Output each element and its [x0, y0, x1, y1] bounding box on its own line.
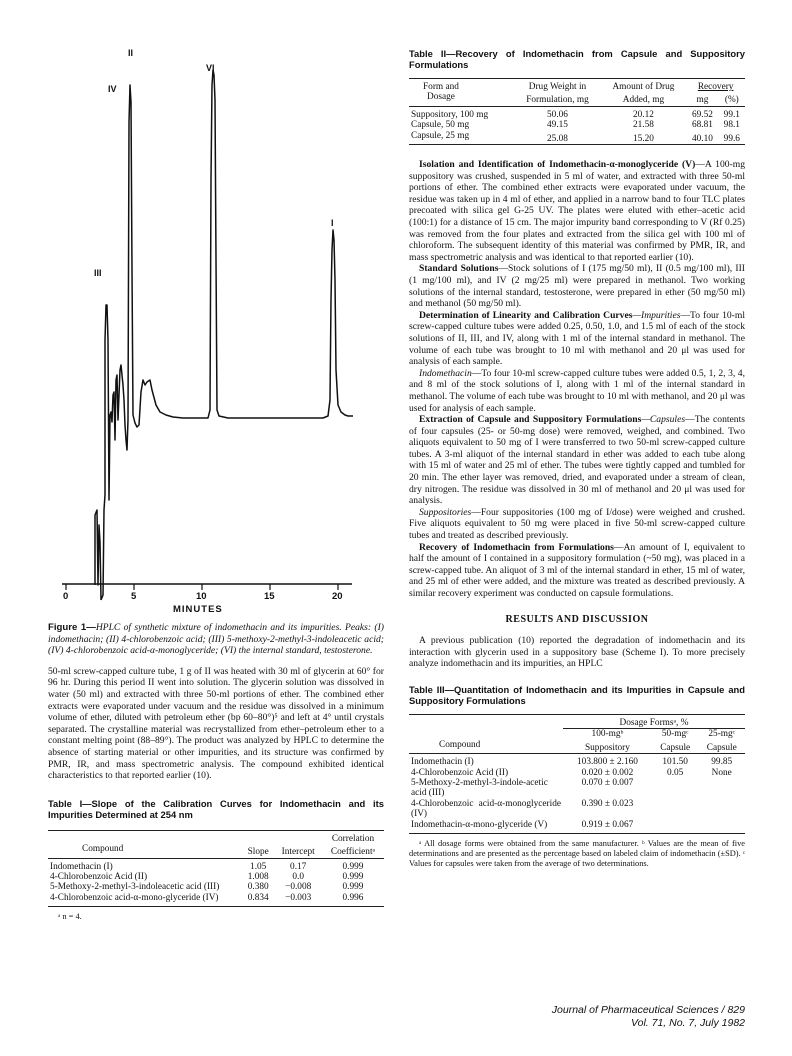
- table-2-header-form: Form and: [423, 82, 459, 92]
- table-1-cell: −0.003: [285, 892, 312, 903]
- table-1-grid: [48, 830, 384, 907]
- table-2-cell: 25.08: [547, 133, 568, 144]
- table-3-header-50mg: 50-mgᶜ: [661, 729, 689, 740]
- table-1-cell: Indomethacin (I): [50, 861, 113, 872]
- left-paragraph: 50-ml screw-capped culture tube, 1 g of II was heated with 30 ml of glycerin at 60° for 96 hr. During this period II went into solution. The glycerin solution was dissolved in water (50 ml) and extracted with three 50-ml portions of ether. The combined ether extracts were evaporated under vacuum and the residue was dissolved in a minimum volume of ether, diluted with petroleum ether (bp 60–80°)⁵ and left at 4° until crystals separated. The crystalline material was recrystallized from ether–petroleum ether to a constant melting point (88–89°). The product was analyzed by HPLC to determine the absence of starting material or other impurities, and its structure was confirmed by PMR, IR, and mass spectrometric analysis. The compound exhibited identical characteristics to that reported earlier (10).: [48, 665, 384, 782]
- table-2-cell: Suppository, 100 mg: [411, 109, 489, 120]
- text-indomethacin: —To four 10-ml screw-capped culture tubes were added 0.5, 1, 2, 3, 4, and 8 ml of the stock solutions of I, along with 1 ml of the internal standard in methanol. The volume of each tube was brought to 10 ml with methanol, and 20 μl was used for analysis of each sample.: [409, 367, 745, 414]
- table-3-group-header: Dosage Formsᵃ, %: [563, 714, 745, 728]
- table-1-header-compound: Compound: [82, 844, 124, 855]
- tick-label-15: 15: [264, 591, 275, 602]
- paragraph-recovery: [409, 542, 745, 600]
- figure-caption: [48, 622, 384, 657]
- table-2-cell: 20.12: [633, 109, 654, 120]
- table-2-cell: 21.58: [633, 120, 654, 131]
- figure-caption-text: HPLC of synthetic mixture of indomethacin and its impurities. Peaks: (I) indomethacin; (II) 4-chlorobenzoic acid; (III) 5-methoxy-2-methyl-3-indoleacetic acid; (IV) 4-chlorobenzoic acid-α-monoglyceride; (VI) the internal standard, testosterone.: [48, 622, 384, 657]
- table-1-header-coef: Coefficientᵃ: [330, 847, 376, 858]
- table-1-cell: 0.380: [247, 882, 269, 893]
- table-3-footnote: ᵃ All dosage forms were obtained from the same manufacturer. ᵇ Values are the mean of five determinations and are presented as the percentage based on labeled claim of indomethacin (±SD). ᶜ Values for capsules were taken from the average of two determinations.: [409, 839, 745, 869]
- table-3-cell: Indomethacin (I): [411, 757, 474, 768]
- paragraph-isolation: [409, 159, 745, 263]
- table-1-header-intercept: Intercept: [281, 847, 315, 858]
- table-3-cell: None: [711, 767, 732, 778]
- chromatogram-trace: [95, 70, 353, 600]
- table-3-cell: [698, 799, 745, 820]
- paragraph-linearity: [409, 310, 745, 368]
- table-2-cell: 40.10: [692, 133, 713, 144]
- figure-caption-label: Figure 1—: [48, 622, 96, 633]
- table-1-cell: 0.0: [292, 871, 304, 882]
- table-3-cell: 0.020 ± 0.002: [581, 767, 634, 778]
- table-2: [409, 48, 745, 145]
- table-3-cell: 103.800 ± 2.160: [577, 757, 638, 768]
- text-suppositories: —Four suppositories (100 mg of I/dose) were weighed and crushed. Five aliquots equivalent to 50 mg were placed in five 50-ml screw-capped culture tubes and treated as described previously.: [409, 506, 745, 542]
- paragraph-extraction: [409, 414, 745, 507]
- table-1-cell: 0.999: [342, 861, 364, 872]
- table-2-grid: [409, 78, 745, 145]
- paragraph-indomethacin: [409, 368, 745, 414]
- table-3-header-compound: Compound: [439, 739, 481, 750]
- table-1-cell: 4-Chlorobenzoic acid-α-mono-glyceride (IV): [50, 892, 219, 903]
- table-3-row: [409, 768, 745, 778]
- table-3-row: [409, 754, 745, 768]
- table-2-header-pct: (%): [724, 95, 739, 106]
- table-1-cell: 0.999: [342, 871, 364, 882]
- table-2-header-recovery: Recovery: [697, 82, 734, 92]
- table-3-cell: 5-Methoxy-2-methyl-3-indole-acetic acid (III): [411, 778, 548, 799]
- table-2-row: [409, 120, 745, 130]
- table-2-header-weight: Drug Weight in: [528, 82, 587, 92]
- section-heading-results: RESULTS AND DISCUSSION: [505, 613, 649, 625]
- table-2-header-dosage: Dosage: [427, 92, 455, 103]
- table-3-row: [409, 799, 745, 820]
- footer-journal: Journal of Pharmaceutical Sciences / 829: [551, 1004, 745, 1016]
- text-linearity: —To four 10-ml screw-capped culture tubes were added 0.25, 0.50, 1.0, and 1.5 ml of each of the stock solutions of II, III, and IV, along with 1 ml of the internal standard in methanol. The volume of each tube was brought to 10 ml with methanol and 20 μl was used for analysis of each sample.: [409, 309, 745, 368]
- table-1-title: Table I—Slope of the Calibration Curves for Indomethacin and its Impurities Determined at 254 nm: [48, 797, 384, 820]
- chromatogram-svg: [48, 40, 384, 620]
- table-3-grid: [409, 714, 745, 834]
- table-3-header-25mg: 25-mgᶜ: [708, 729, 736, 740]
- table-1-cell: 1.05: [250, 861, 267, 872]
- paragraph-suppositories: [409, 507, 745, 542]
- tick-label-0: 0: [63, 591, 69, 602]
- table-2-row: [409, 131, 745, 145]
- table-3-row: [409, 778, 745, 799]
- peak-label-iv: IV: [108, 84, 117, 94]
- table-2-header-added: Added, mg: [622, 95, 665, 106]
- heading-recovery: Recovery of Indomethacin from Formulations: [419, 541, 614, 553]
- peak-label-ii: II: [128, 48, 134, 58]
- page-footer: [552, 1004, 745, 1030]
- table-3-cell: 0.05: [667, 767, 684, 778]
- table-3-header-capsule-25: Capsule: [706, 742, 737, 753]
- table-3-cell: 101.50: [662, 757, 688, 768]
- table-2-header-mg: mg: [696, 95, 709, 106]
- table-1-cell: 0.17: [290, 861, 307, 872]
- heading-standard-solutions: Standard Solutions: [419, 263, 499, 275]
- peak-label-iii: III: [94, 268, 102, 278]
- table-2-title: Table II—Recovery of Indomethacin from Capsule and Suppository Formulations: [409, 48, 745, 70]
- table-2-cell: 68.81: [692, 120, 713, 131]
- table-2-header-formulation: Formulation, mg: [526, 95, 589, 106]
- table-2-header-amount: Amount of Drug: [612, 82, 675, 92]
- subheading-impurities: —Impurities: [632, 309, 681, 321]
- table-3-cell: 4-Chlorobenzoic acid-α-monoglyceride (IV): [411, 798, 561, 820]
- table-1-row: [48, 858, 384, 872]
- table-1-row: [48, 882, 384, 892]
- table-1-header-corr: Correlation: [331, 833, 375, 844]
- table-1-footnote: ᵃ n = 4.: [58, 912, 82, 922]
- table-2-cell: 15.20: [633, 133, 654, 144]
- text-extraction: —The contents of four capsules (25- or 50-mg dose) were removed, weighed, and combined. Two aliquots equivalent to 50 mg of I were transferred to two 50-ml screw-capped culture tubes. A 3-ml aliquot of the internal standard in ether was added to each tube along with 15 ml of water and 25 ml of ether. The tubes were tightly capped and tumbled for 20 min. The ether layer was removed, dried, and evaporated under a stream of clean, dry nitrogen. The residue was dissolved in 30 ml of methanol and 20 μl was used for analysis.: [409, 414, 746, 507]
- table-2-row: [409, 106, 745, 120]
- text-recovery: —An amount of I, equivalent to half the amount of I contained in a suppository formulation (~50 mg), was placed in a screw-capped tube. An aliquot of 3 ml of the internal standard in ether, 15 ml of water, and 25 ml of ether were added, and the mixture was treated as described previously. A similar recovery experiment was conducted on capsule formulations.: [409, 541, 745, 599]
- table-1-cell: 5-Methoxy-2-methyl-3-indoleacetic acid (III): [50, 882, 220, 893]
- paragraph-standard-solutions: [409, 263, 745, 309]
- table-2-cell: 99.1: [723, 109, 740, 120]
- heading-isolation: Isolation and Identification of Indomethacin-α-monoglyceride (V): [419, 159, 696, 171]
- table-2-cell: 98.1: [723, 120, 740, 131]
- heading-extraction: Extraction of Capsule and Suppository Formulations: [419, 414, 642, 426]
- table-3-cell: 99.85: [711, 757, 733, 768]
- table-1-cell: 0.834: [247, 892, 269, 903]
- table-3-cell: [698, 820, 745, 834]
- table-1-row: [48, 872, 384, 882]
- table-3-header-capsule-50: Capsule: [660, 742, 691, 753]
- table-2-cell: Capsule, 25 mg: [411, 130, 470, 141]
- table-1-cell: −0.008: [285, 882, 312, 893]
- table-3-cell: [652, 820, 699, 834]
- paragraph-results: A previous publication (10) reported the degradation of indomethacin and its interaction with glycerin used in a suppository base (Scheme I). To more precisely analyze indomethacin and its impurities, an HPLC: [409, 635, 745, 670]
- table-1-header-slope: Slope: [247, 847, 269, 858]
- chromatogram-figure: [48, 40, 384, 620]
- table-3-row: [409, 820, 745, 834]
- table-3-header-suppository: Suppository: [584, 742, 630, 753]
- heading-linearity: Determination of Linearity and Calibration Curves: [419, 309, 633, 321]
- table-2-cell: 99.6: [723, 133, 740, 144]
- text-standard-solutions: —Stock solutions of I (175 mg/50 ml), II (0.5 mg/100 ml), III (1 mg/100 ml), and IV (2 mg/25 ml) were prepared in methanol. Two working solutions of the internal standard, testosterone, were prepared in ether (50 mg/50 ml) and methanol (50 mg/50 ml).: [409, 263, 745, 310]
- table-3-cell: [652, 778, 699, 799]
- table-2-cell: 49.15: [547, 120, 568, 131]
- table-1-cell: 0.999: [342, 882, 364, 893]
- x-axis-title: MINUTES: [173, 604, 223, 615]
- tick-label-20: 20: [332, 591, 343, 602]
- table-3-title: Table III—Quantitation of Indomethacin and its Impurities in Capsule and Suppository Formulations: [409, 683, 745, 706]
- peak-label-i: I: [331, 218, 334, 228]
- table-1-cell: 1.008: [247, 871, 269, 882]
- table-3-cell: 4-Chlorobenzoic Acid (II): [411, 767, 509, 778]
- table-3-cell: 0.919 ± 0.067: [581, 819, 634, 830]
- table-2-cell: Capsule, 50 mg: [411, 120, 470, 131]
- table-3-cell: 0.390 ± 0.023: [581, 798, 634, 809]
- table-1-cell: 4-Chlorobenzoic Acid (II): [50, 871, 148, 882]
- subheading-suppositories: Suppositories: [419, 506, 472, 518]
- table-2-cell: 69.52: [692, 109, 713, 120]
- tick-label-10: 10: [196, 591, 207, 602]
- table-3-header-100mg: 100-mgᵇ: [591, 729, 624, 740]
- subheading-indomethacin: Indomethacin: [419, 367, 472, 379]
- peak-label-vi: VI: [206, 63, 215, 73]
- table-3: [409, 684, 745, 869]
- table-2-cell: 50.06: [547, 109, 568, 120]
- table-1: [48, 798, 384, 922]
- table-3-cell: [652, 799, 699, 820]
- text-isolation: —A 100-mg suppository was crushed, suspended in 5 ml of water, and extracted with three 50-ml portions of ether. The combined ether extracts were evaporated under vacuum, the residue was taken up in 4 ml of ether, and applied in a narrow band to four TLC plates precoated with silica gel G-25 UV. The plates were eluted with ether–acetic acid (100:1) for a distance of 15 cm. The major impurity band corresponding to V (Rf 0.25) was removed from the four plates and extracted from the silica gel with 100 ml of chloroform. The subsequent identity of this material was confirmed by PMR, IR, and mass spectrometric analysis and was identical to that reported earlier (10).: [409, 159, 745, 263]
- table-3-cell: [698, 778, 745, 799]
- subheading-capsules: —Capsules: [641, 414, 686, 426]
- tick-label-5: 5: [131, 591, 137, 602]
- table-3-cell: 0.070 ± 0.007: [581, 778, 634, 788]
- table-1-row: [48, 893, 384, 907]
- footer-issue: Vol. 71, No. 7, July 1982: [630, 1017, 745, 1029]
- table-3-cell: Indomethacin-α-mono-glyceride (V): [411, 819, 548, 830]
- table-1-cell: 0.996: [342, 892, 364, 903]
